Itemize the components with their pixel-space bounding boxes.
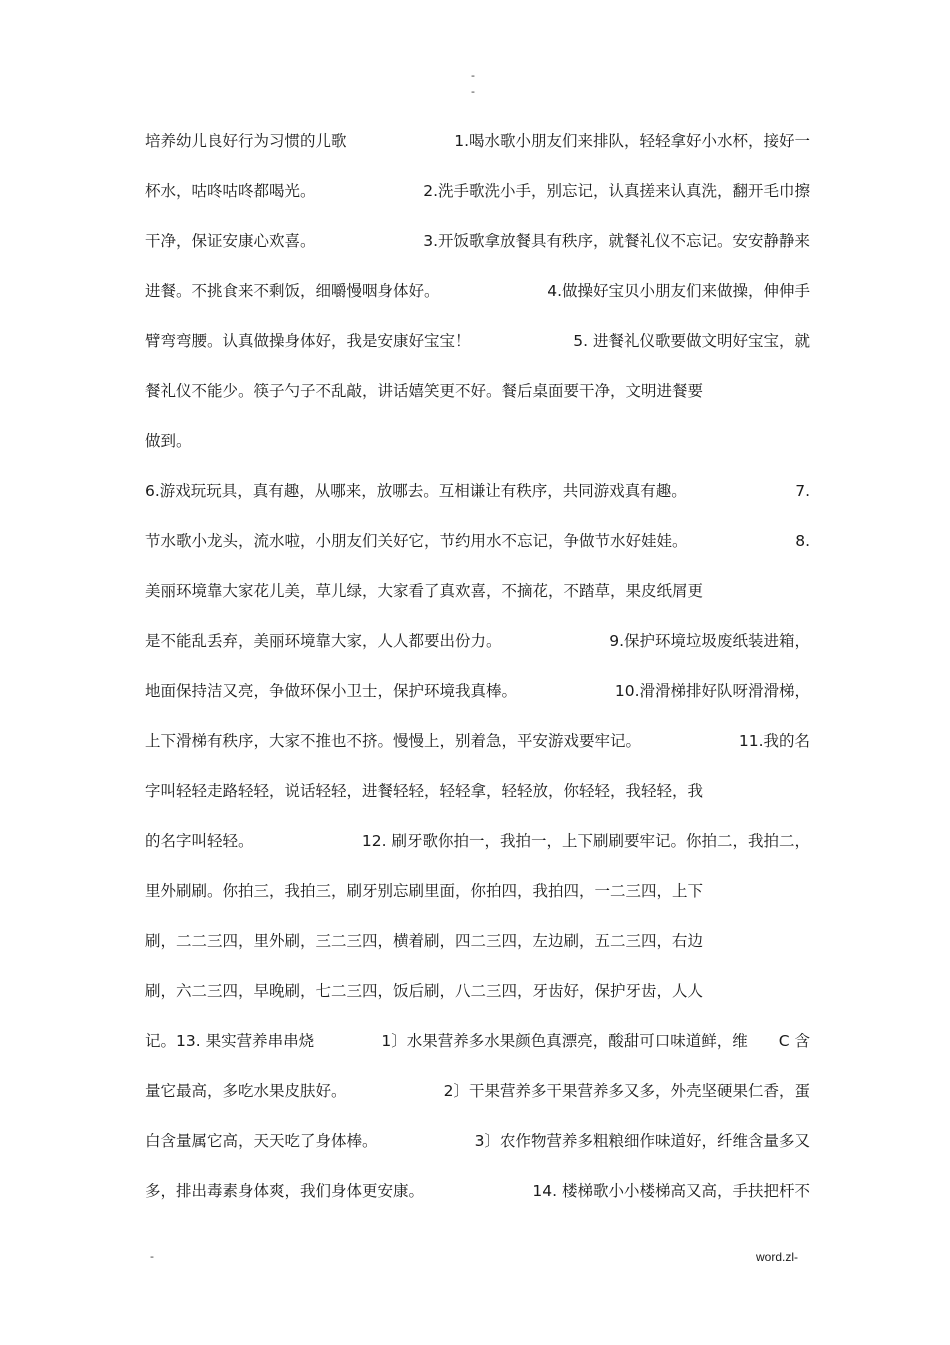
- text-line: [145, 678, 810, 704]
- text-line-left: 培养幼儿良好行为习惯的儿歌: [145, 132, 347, 150]
- text-line-left: 节水歌小龙头，流水啦，小朋友们关好它，节约用水不忘记，争做节水好娃娃。: [145, 532, 688, 550]
- text-line-left: 地面保持洁又亮，争做环保小卫士，保护环境我真棒。: [145, 682, 518, 700]
- text-line: [145, 878, 810, 904]
- text-line: [145, 278, 810, 304]
- header-mark-top: -: [471, 69, 475, 82]
- text-line-left: 上下滑梯有秩序，大家不推也不挤。慢慢上，别着急，平安游戏要牢记。: [145, 732, 642, 750]
- text-line: [145, 128, 810, 154]
- text-line-right: 1〕水果营养多水果颜色真漂亮，酸甜可口味道鲜，维 C 含: [381, 1032, 810, 1050]
- text-line: [145, 478, 810, 504]
- text-line-right: 11.我的名: [738, 732, 810, 750]
- text-line-right: 2.洗手歌洗小手，别忘记，认真搓来认真洗，翻开毛巾擦: [423, 182, 810, 200]
- text-line: [145, 1128, 810, 1154]
- text-line: [145, 828, 810, 854]
- text-line-left: 刷，二二三四，里外刷，三二三四，横着刷，四二三四，左边刷，五二三四，右边: [145, 932, 704, 950]
- text-line-right: 10.滑滑梯排好队呀滑滑梯，: [614, 682, 810, 700]
- text-line: [145, 1178, 810, 1204]
- text-line-left: 量它最高，多吃水果皮肤好。: [145, 1082, 347, 1100]
- text-line: [145, 428, 810, 454]
- text-line-left: 记。13. 果实营养串串烧: [145, 1032, 315, 1050]
- text-line-right: 12. 刷牙歌你拍一，我拍一，上下刷刷要牢记。你拍二，我拍二，: [361, 832, 810, 850]
- text-line: [145, 178, 810, 204]
- text-line-right: 3〕农作物营养多粗粮细作味道好，纤维含量多又: [474, 1132, 810, 1150]
- text-line-left: 白含量属它高，天天吃了身体棒。: [145, 1132, 378, 1150]
- text-line-left: 进餐。不挑食来不剩饭，细嚼慢咽身体好。: [145, 282, 440, 300]
- text-line: [145, 1078, 810, 1104]
- text-line: [145, 378, 810, 404]
- header-mark-bottom: -: [471, 85, 475, 98]
- footer-source-text: word.zl-: [756, 1250, 799, 1264]
- text-line: [145, 528, 810, 554]
- text-line-left: 干净，保证安康心欢喜。: [145, 232, 316, 250]
- text-line-left: 里外刷刷。你拍三，我拍三，刷牙别忘刷里面，你拍四，我拍四，一二三四，上下: [145, 882, 704, 900]
- text-line: [145, 628, 810, 654]
- text-line-left: 餐礼仪不能少。筷子勺子不乱敲，讲话嬉笑更不好。餐后桌面要干净，文明进餐要: [145, 382, 704, 400]
- text-line: [145, 328, 810, 354]
- text-line: [145, 1028, 810, 1054]
- text-line-right: 3.开饭歌拿放餐具有秩序，就餐礼仪不忘记。安安静静来: [423, 232, 810, 250]
- text-line: [145, 728, 810, 754]
- text-line-left: 的名字叫轻轻。: [145, 832, 254, 850]
- text-line-left: 是不能乱丢弃，美丽环境靠大家，人人都要出份力。: [145, 632, 502, 650]
- text-line-right: 14. 楼梯歌小小楼梯高又高，手扶把杆不: [532, 1182, 810, 1200]
- text-line-right: 2〕干果营养多干果营养多又多，外壳坚硬果仁香，蛋: [443, 1082, 810, 1100]
- text-line-right: 1.喝水歌小朋友们来排队，轻轻拿好小水杯，接好一: [454, 132, 810, 150]
- text-line: [145, 578, 810, 604]
- text-line-right: 8.: [795, 532, 810, 550]
- text-line: [145, 778, 810, 804]
- text-line-left: 刷，六二三四，早晚刷，七二三四，饭后刷，八二三四，牙齿好，保护牙齿，人人: [145, 982, 704, 1000]
- text-line-left: 6.游戏玩玩具，真有趣，从哪来，放哪去。互相谦让有秩序，共同游戏真有趣。: [145, 482, 687, 500]
- footer-left-mark: -: [150, 1250, 154, 1263]
- text-line-right: 4.做操好宝贝小朋友们来做操，伸伸手: [547, 282, 810, 300]
- text-line-left: 杯水，咕咚咕咚都喝光。: [145, 182, 316, 200]
- text-line: [145, 978, 810, 1004]
- text-line-left: 做到。: [145, 432, 192, 450]
- text-line-left: 臂弯弯腰。认真做操身体好，我是安康好宝宝！: [145, 332, 471, 350]
- text-line-left: 字叫轻轻走路轻轻，说话轻轻，进餐轻轻，轻轻拿，轻轻放，你轻轻，我轻轻，我: [145, 782, 704, 800]
- text-line-left: 多，排出毒素身体爽，我们身体更安康。: [145, 1182, 425, 1200]
- text-line-left: 美丽环境靠大家花儿美，草儿绿，大家看了真欢喜，不摘花，不踏草，果皮纸屑更: [145, 582, 704, 600]
- text-line: [145, 228, 810, 254]
- text-line-right: 7.: [795, 482, 810, 500]
- text-line-right: 5. 进餐礼仪歌要做文明好宝宝，就: [573, 332, 810, 350]
- text-line-right: 9.保护环境垃圾废纸装进箱，: [609, 632, 810, 650]
- text-line: [145, 928, 810, 954]
